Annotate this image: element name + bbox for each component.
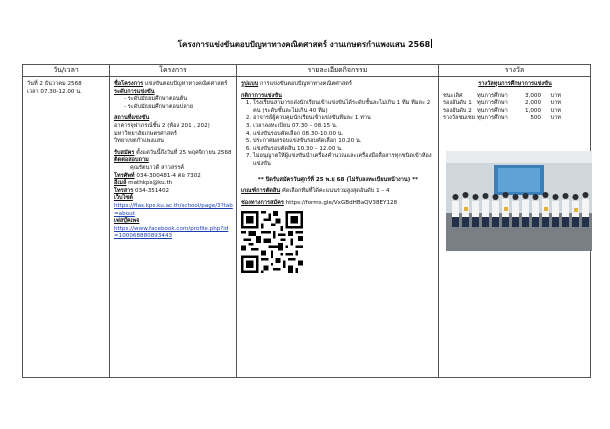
format-label: รูปแบบ bbox=[241, 81, 259, 87]
prize-name: รางวัลชมเชย bbox=[443, 115, 475, 122]
email-label: อีเมล์ bbox=[114, 180, 127, 187]
channel-line bbox=[241, 200, 435, 208]
prize-cell bbox=[439, 77, 591, 378]
event-date: วันที่ 2 ธันวาคม 2568 bbox=[27, 81, 82, 87]
prize-unit: บาท bbox=[550, 115, 561, 122]
group-photo bbox=[446, 151, 592, 251]
levels-label: ระดับการแข่งขัน bbox=[114, 88, 155, 95]
criteria-text: คัดเลือกทีมที่ได้คะแนนรวมสูงสุดอันดับ 1 – 4 bbox=[280, 188, 390, 195]
details-cell bbox=[237, 77, 439, 378]
venue-label: สถานที่แข่งขัน bbox=[114, 115, 150, 122]
venue-line: มหาวิทยาลัยเกษตรศาสตร์ bbox=[114, 130, 177, 137]
email-value: mathkps@ku.th bbox=[126, 180, 173, 187]
prize-unit: บาท bbox=[550, 92, 561, 99]
apply-label: รับสมัคร bbox=[114, 149, 135, 156]
facebook-link[interactable]: https://www.facebook.com/profile.php?id=100068880893443 bbox=[114, 225, 229, 240]
rule-item: 2. อาจารย์ผู้ควบคุมนักเรียนเข้าแข่งขันทีมละ 1 ท่าน bbox=[253, 115, 435, 123]
apply-text: ตั้งแต่วันนี้ถึงวันที่ 25 พฤศจิกายน 2568 bbox=[134, 149, 232, 156]
level-item: - ระดับมัธยมศึกษาตอนปลาย bbox=[124, 103, 194, 110]
prize-unit: บาท bbox=[550, 100, 561, 107]
channel-url[interactable]: https://forms.gle/VxGBdHBaQV38EY128 bbox=[283, 199, 398, 206]
datetime-cell bbox=[23, 77, 110, 378]
contact-name: คุณรัตนาวดี สาวสรรค์ bbox=[130, 164, 184, 171]
criteria-label: เกณฑ์การตัดสิน bbox=[241, 188, 281, 195]
header-datetime: วัน/เวลา bbox=[23, 65, 110, 77]
schedule-table bbox=[22, 64, 591, 378]
project-cell bbox=[110, 77, 237, 378]
prize-name: ชนะเลิศ bbox=[443, 92, 463, 99]
rule-item: 6. แข่งขันรอบตัดสิน 10.30 – 12.00 น. bbox=[253, 146, 435, 154]
channel-label: ช่องทางการสมัคร bbox=[241, 199, 284, 206]
format-line bbox=[241, 81, 435, 89]
fax-value: 034-351402 bbox=[133, 187, 170, 194]
level-item: - ระดับมัธยมศึกษาตอนต้น bbox=[124, 96, 188, 103]
format-text: การแข่งขันตอบปัญหาทางคณิตศาสตร์ bbox=[258, 81, 352, 87]
contact-label: ติดต่อสอบถาม bbox=[114, 157, 149, 164]
phone-value: 034-300481-4 ต่อ 7302 bbox=[134, 172, 201, 179]
deadline-note: ** ปิดรับสมัครวันศุกร์ที่ 25 พ.ย 68 (ไม่รับลงทะเบียนหน้างาน) ** bbox=[257, 176, 419, 183]
criteria-line bbox=[241, 188, 435, 196]
website-link[interactable]: https://flas.kps.ku.ac.th/school/page/3?tab=about bbox=[114, 202, 233, 217]
prize-amount: 500 bbox=[530, 115, 541, 122]
header-prize: รางวัล bbox=[439, 65, 591, 77]
table-header-row bbox=[23, 65, 591, 77]
prize-unit: บาท bbox=[550, 107, 561, 114]
prize-header: รางวัลทุนการศึกษาการแข่งขัน bbox=[478, 81, 552, 87]
prize-row bbox=[443, 100, 587, 108]
prize-name: รองอันดับ 2 bbox=[443, 107, 472, 114]
rules-label: กติกาการแข่งขัน bbox=[241, 92, 282, 99]
prize-type: ทุนการศึกษา bbox=[477, 100, 508, 107]
rule-item: 3. เวลาลงทะเบียน 07.30 – 08.15 น. bbox=[253, 123, 435, 131]
venue-line: อาคารจุฬาภรณ์ชั้น 2 (ห้อง 201 , 202) bbox=[114, 122, 210, 129]
prize-type: ทุนการศึกษา bbox=[477, 115, 508, 122]
prize-row bbox=[443, 115, 587, 123]
page-title: โครงการแข่งขันตอบปัญหาทางคณิตศาสตร์ งานเกษตรกำแพงแสน 2568 bbox=[177, 40, 431, 49]
prize-name: รองอันดับ 1 bbox=[443, 100, 472, 107]
project-label: ชื่อโครงการ bbox=[114, 81, 144, 87]
phone-line bbox=[114, 173, 233, 181]
text-caret bbox=[431, 39, 432, 48]
project-name: แข่งขันตอบปัญหาทางคณิตศาสตร์ bbox=[143, 81, 228, 87]
prize-amount: 1,000 bbox=[524, 107, 541, 114]
phone-label: โทรศัพท์ bbox=[114, 172, 135, 179]
fax-label: โทรสาร bbox=[114, 187, 134, 194]
prize-type: ทุนการศึกษา bbox=[477, 92, 508, 99]
rule-item: 4. แข่งขันรอบคัดเลือก 08.30-10.00 น. bbox=[253, 131, 435, 139]
website-label: เว็บไซต์ bbox=[114, 195, 133, 202]
table-row bbox=[23, 77, 591, 378]
rule-item: 7. ไม่อนุญาตให้ผู้แข่งขันนำเครื่องคำนวณและเครื่องมือสื่อสารทุกชนิดเข้าห้องแข่งขัน bbox=[253, 153, 435, 168]
header-project: โครงการ bbox=[110, 65, 237, 77]
prize-type: ทุนการศึกษา bbox=[477, 107, 508, 114]
rule-item: 1. โรงเรียนสามารถส่งนักเรียนเข้าแข่งขันได้ระดับชั้นละไม่เกิน 1 ทีม ทีมละ 2 คน (ระดับชั้นละไม่เกิน 40 ทีม) bbox=[253, 100, 435, 115]
email-line bbox=[114, 180, 233, 188]
venue-line: วิทยาเขตกำแพงแสน bbox=[114, 138, 165, 145]
header-details: รายละเอียดกิจกรรม bbox=[237, 65, 439, 77]
facebook-label: เฟสบุ๊คเพจ bbox=[114, 218, 140, 225]
project-line bbox=[114, 81, 233, 89]
rules-list bbox=[241, 100, 435, 168]
prize-amount: 3,000 bbox=[524, 92, 541, 99]
rule-item: 5. ประกาศผลรอบแข่งขันรอบคัดเลือก 10.20 น. bbox=[253, 138, 435, 146]
qr-code-image bbox=[241, 211, 303, 273]
prize-amount: 2,000 bbox=[524, 100, 541, 107]
event-time: เวลา 07.30-12.00 น. bbox=[27, 88, 82, 95]
